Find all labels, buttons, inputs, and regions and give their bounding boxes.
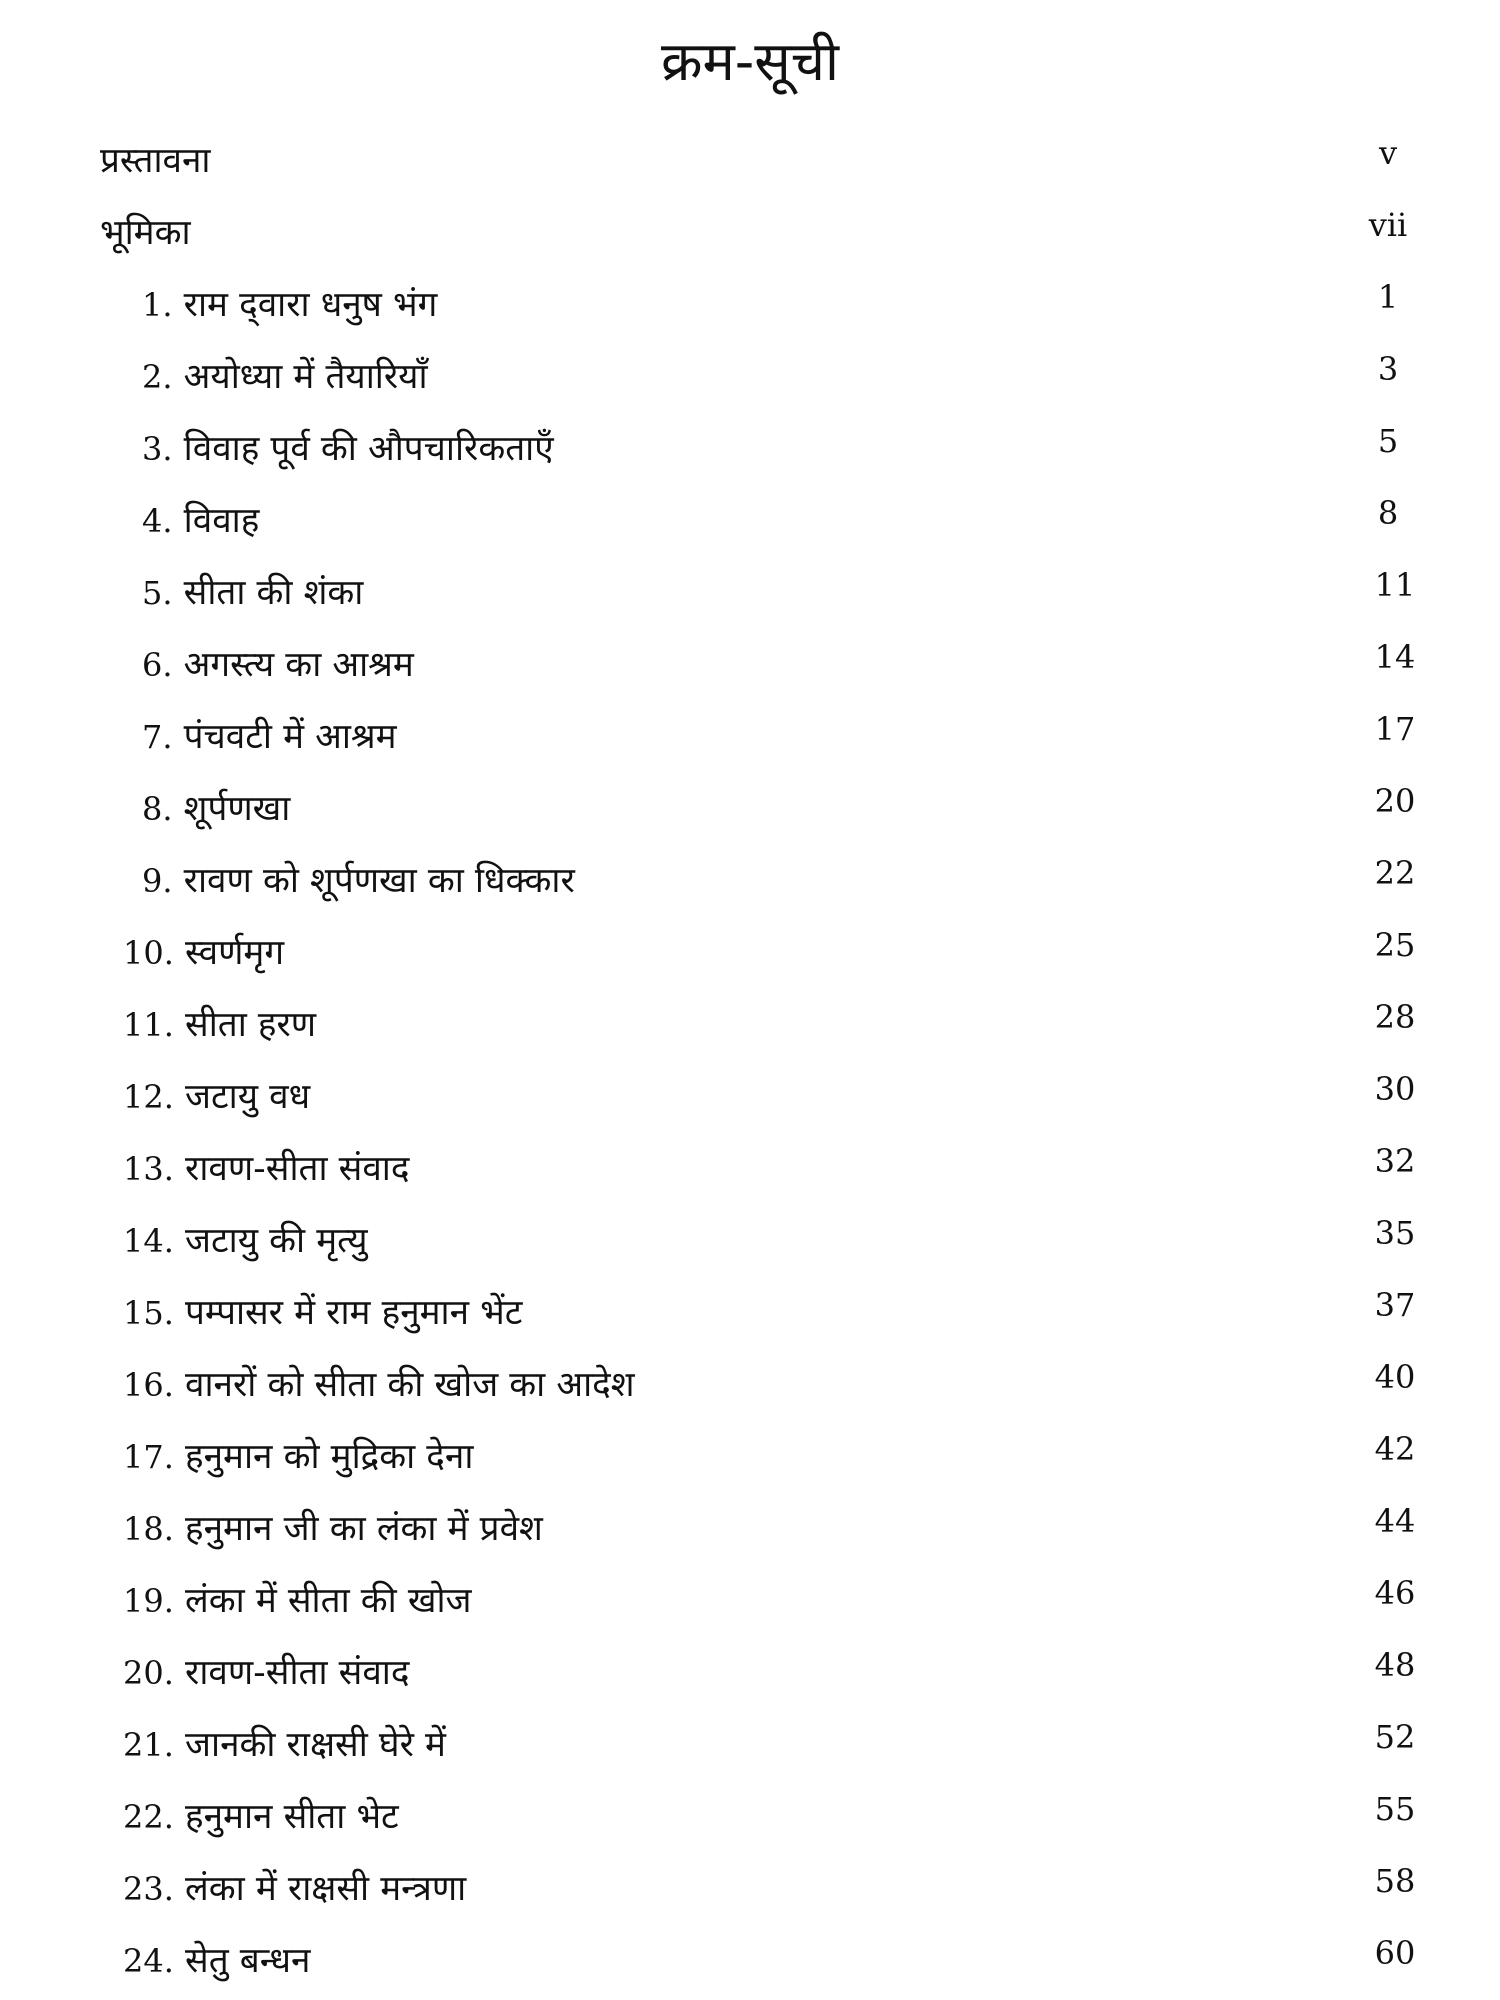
toc-entry-text: [123, 1504, 543, 1554]
toc-entry-text: [123, 1144, 409, 1194]
toc-entry-text: [123, 1936, 310, 1986]
toc-entry-text: [142, 640, 414, 690]
chapter-title: रावण-सीता संवाद: [185, 1149, 410, 1189]
chapter-title: राम द्‌वारा धनुष भंग: [183, 285, 438, 325]
chapter-title: जानकी राक्षसी घेरे में: [185, 1725, 446, 1765]
chapter-title: सीता की शंका: [183, 573, 364, 613]
toc-entry-page: 52: [1374, 1718, 1416, 1756]
toc-entry-page: 48: [1374, 1646, 1416, 1684]
chapter-title: लंका में सीता की खोज: [185, 1581, 472, 1621]
chapter-number: 21.: [123, 1726, 174, 1764]
chapter-title: हनुमान सीता भेट: [185, 1797, 399, 1837]
toc-entry-chapter: [0, 1856, 1500, 1928]
toc-entry-chapter: [0, 992, 1500, 1064]
chapter-number: 11.: [123, 1006, 174, 1044]
toc-entry-page: 25: [1374, 926, 1416, 964]
toc-entry-text: [142, 856, 575, 906]
chapter-title: लंका में राक्षसी मन्त्रणा: [185, 1869, 467, 1909]
chapter-number: 5.: [142, 574, 173, 612]
chapter-number: 15.: [123, 1294, 174, 1332]
chapter-title: अयोध्या में तैयारियाँ: [183, 357, 428, 397]
toc-entry-page: 11: [1374, 566, 1416, 604]
chapter-number: 1.: [142, 286, 173, 324]
chapter-number: 17.: [123, 1438, 174, 1476]
toc-entry-chapter: [0, 488, 1500, 560]
toc-entry-page: 44: [1374, 1502, 1416, 1540]
chapter-number: 20.: [123, 1654, 174, 1692]
toc-entry-chapter: [0, 1496, 1500, 1568]
chapter-number: 18.: [123, 1510, 174, 1548]
toc-entry-chapter: [0, 704, 1500, 776]
toc-entry-chapter: [0, 1712, 1500, 1784]
toc-entry-text: [142, 712, 397, 762]
toc-entry-page: 30: [1374, 1070, 1416, 1108]
chapter-title: विवाह: [183, 501, 260, 541]
toc-entry-page: v: [1378, 134, 1398, 172]
toc-entry-text: [142, 280, 437, 330]
toc-entry-text: [123, 1792, 399, 1842]
chapter-title: जटायु की मृत्यु: [185, 1221, 368, 1261]
chapter-number: 10.: [123, 934, 174, 972]
toc-entry-text: [123, 1360, 635, 1410]
toc-entry-chapter: [0, 1280, 1500, 1352]
chapter-title: रावण-सीता संवाद: [185, 1653, 410, 1693]
toc-entry-chapter: [0, 848, 1500, 920]
toc-entry-chapter: [0, 776, 1500, 848]
chapter-title: पंचवटी में आश्रम: [183, 717, 397, 757]
chapter-number: 3.: [142, 430, 173, 468]
chapter-title: अगस्त्य का आश्रम: [183, 645, 414, 685]
toc-entry-chapter: [0, 1424, 1500, 1496]
toc-entry-page: 3: [1377, 350, 1399, 388]
chapter-number: 12.: [123, 1078, 174, 1116]
toc-entry-page: 22: [1374, 854, 1416, 892]
toc-entry-label: प्रस्तावना: [100, 141, 211, 181]
chapter-title: रावण को शूर्पणखा का धिक्कार: [183, 861, 575, 901]
chapter-number: 7.: [142, 718, 173, 756]
toc-entry-chapter: [0, 1640, 1500, 1712]
chapter-number: 8.: [142, 790, 173, 828]
toc-entry-text: [123, 1576, 472, 1626]
toc-entry-chapter: [0, 1784, 1500, 1856]
toc-entry-front-1: [0, 128, 1500, 200]
toc-entry-page: 5: [1377, 422, 1399, 460]
toc-entry-page: 14: [1374, 638, 1416, 676]
toc-entry-text: [123, 1072, 310, 1122]
toc-entry-label: भूमिका: [100, 213, 191, 253]
toc-entry-chapter: [0, 560, 1500, 632]
toc-entry-page: 46: [1374, 1574, 1416, 1612]
toc-entry-text: [123, 1000, 316, 1050]
chapter-title: शूर्पणखा: [183, 789, 291, 829]
chapter-number: 16.: [123, 1366, 174, 1404]
toc-entry-chapter: [0, 344, 1500, 416]
toc-entry-text: [123, 1648, 409, 1698]
chapter-title: पम्पासर में राम हनुमान भेंट: [185, 1293, 523, 1333]
toc-entry-chapter: [0, 1568, 1500, 1640]
toc-entry-front-2: [0, 200, 1500, 272]
chapter-number: 4.: [142, 502, 173, 540]
toc-entry-page: 40: [1374, 1358, 1416, 1396]
toc-entry-text: [123, 1288, 522, 1338]
chapter-number: 9.: [142, 862, 173, 900]
chapter-title: विवाह पूर्व की औपचारिकताएँ: [183, 429, 554, 469]
toc-entry-chapter: [0, 1208, 1500, 1280]
toc-entry-page: 17: [1374, 710, 1416, 748]
toc-entry-chapter: [0, 1928, 1500, 2000]
toc-entry-page: 35: [1374, 1214, 1416, 1252]
chapter-number: 23.: [123, 1870, 174, 1908]
toc-entry-page: 8: [1377, 494, 1399, 532]
chapter-title: हनुमान को मुद्रिका देना: [185, 1437, 474, 1477]
toc-entry-text: [142, 424, 554, 474]
toc-entry-page: 42: [1374, 1430, 1416, 1468]
toc-entry-text: [123, 1720, 446, 1770]
chapter-number: 6.: [142, 646, 173, 684]
chapter-title: जटायु वध: [185, 1077, 311, 1117]
toc-entry-chapter: [0, 1064, 1500, 1136]
chapter-number: 22.: [123, 1798, 174, 1836]
chapter-number: 24.: [123, 1942, 174, 1980]
toc-entry-page: 55: [1374, 1790, 1416, 1828]
toc-entry-chapter: [0, 272, 1500, 344]
chapter-title: वानरों को सीता की खोज का आदेश: [185, 1365, 635, 1405]
chapter-number: 13.: [123, 1150, 174, 1188]
toc-entry-chapter: [0, 632, 1500, 704]
toc-entry-page: 20: [1374, 782, 1416, 820]
toc-list: [0, 128, 1500, 2000]
toc-entry-text: [142, 496, 259, 546]
toc-entry-text: [142, 784, 290, 834]
chapter-number: 2.: [142, 358, 173, 396]
toc-entry-text: [123, 928, 284, 978]
chapter-number: 14.: [123, 1222, 174, 1260]
toc-entry-page: 28: [1374, 998, 1416, 1036]
toc-entry-text: [142, 352, 428, 402]
toc-entry-text: [142, 568, 363, 618]
toc-entry-page: 1: [1377, 278, 1399, 316]
toc-entry-text: [123, 1432, 473, 1482]
chapter-title: सेतु बन्धन: [185, 1941, 311, 1981]
toc-entry-chapter: [0, 1136, 1500, 1208]
toc-entry-chapter: [0, 920, 1500, 992]
chapter-number: 19.: [123, 1582, 174, 1620]
toc-entry-page: 32: [1374, 1142, 1416, 1180]
chapter-title: सीता हरण: [185, 1005, 317, 1045]
toc-entry-page: vii: [1368, 206, 1408, 244]
toc-entry-page: 37: [1374, 1286, 1416, 1324]
toc-entry-page: 60: [1374, 1934, 1416, 1972]
page-title: क्रम-सूची: [660, 30, 840, 93]
chapter-title: हनुमान जी का लंका में प्रवेश: [185, 1509, 543, 1549]
chapter-title: स्वर्णमृग: [185, 933, 285, 973]
toc-entry-text: [123, 1864, 466, 1914]
toc-entry-chapter: [0, 416, 1500, 488]
toc-entry-chapter: [0, 1352, 1500, 1424]
toc-entry-page: 58: [1374, 1862, 1416, 1900]
toc-entry-text: [123, 1216, 368, 1266]
